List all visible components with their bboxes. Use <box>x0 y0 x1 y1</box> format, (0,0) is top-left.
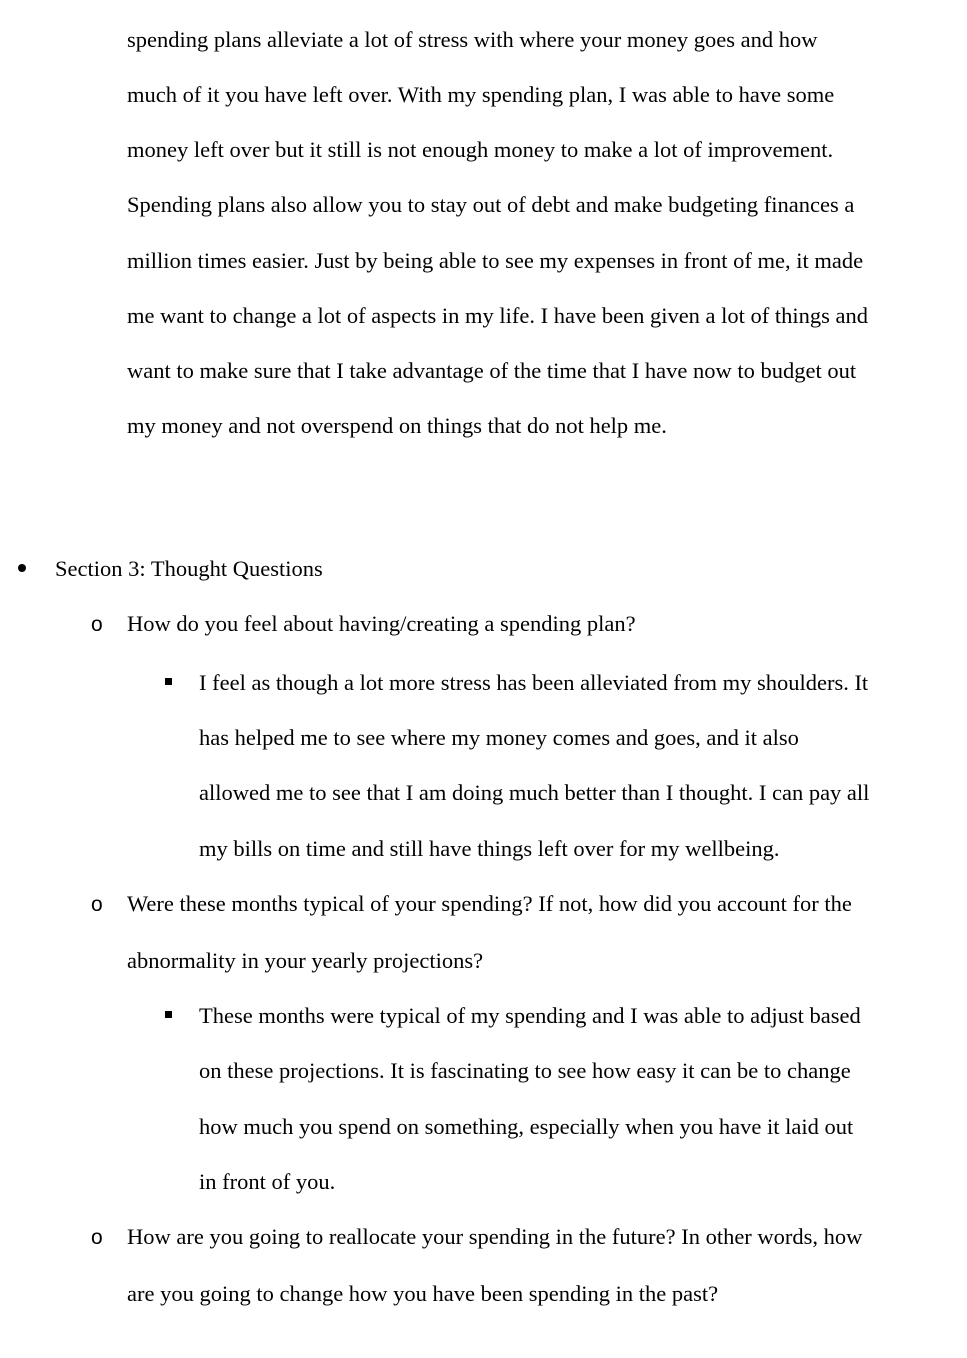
circle-bullet-icon: o <box>91 893 103 916</box>
paragraph-line: million times easier. Just by being able to see my expenses in front of me, it made <box>127 248 864 273</box>
circle-bullet-icon: o <box>91 1226 103 1249</box>
paragraph-line: much of it you have left over. With my spending plan, I was able to have some <box>127 82 835 107</box>
square-bullet-icon <box>165 1011 172 1018</box>
answer-line: These months were typical of my spending and I was able to adjust based <box>199 1003 861 1028</box>
answer-line: on these projections. It is fascinating to see how easy it can be to change <box>199 1058 851 1083</box>
question-line: abnormality in your yearly projections? <box>127 948 484 973</box>
paragraph-line: spending plans alleviate a lot of stress with where your money goes and how <box>127 27 818 52</box>
disc-bullet-icon <box>18 564 26 572</box>
paragraph-line: Spending plans also allow you to stay out of debt and make budgeting finances a <box>127 192 855 217</box>
answer-line: how much you spend on something, especially when you have it laid out <box>199 1114 854 1139</box>
paragraph-line: money left over but it still is not enough money to make a lot of improvement. <box>127 137 834 162</box>
answer-line: in front of you. <box>199 1169 336 1194</box>
paragraph-line: my money and not overspend on things that do not help me. <box>127 413 667 438</box>
answer-line: has helped me to see where my money comes and goes, and it also <box>199 725 799 750</box>
answer-line: my bills on time and still have things left over for my wellbeing. <box>199 836 780 861</box>
question-line: How do you feel about having/creating a spending plan? <box>127 611 636 636</box>
paragraph-line: want to make sure that I take advantage of the time that I have now to budget out <box>127 358 857 383</box>
question-line: are you going to change how you have been spending in the past? <box>127 1281 719 1306</box>
answer-line: I feel as though a lot more stress has been alleviated from my shoulders. It <box>199 670 869 695</box>
paragraph-line: me want to change a lot of aspects in my life. I have been given a lot of things and <box>127 303 869 328</box>
answer-line: allowed me to see that I am doing much better than I thought. I can pay all <box>199 780 870 805</box>
section-heading: Section 3: Thought Questions <box>55 556 323 581</box>
question-line: How are you going to reallocate your spending in the future? In other words, how <box>127 1224 863 1249</box>
circle-bullet-icon: o <box>91 613 103 636</box>
square-bullet-icon <box>165 678 172 685</box>
question-line: Were these months typical of your spending? If not, how did you account for the <box>127 891 852 916</box>
